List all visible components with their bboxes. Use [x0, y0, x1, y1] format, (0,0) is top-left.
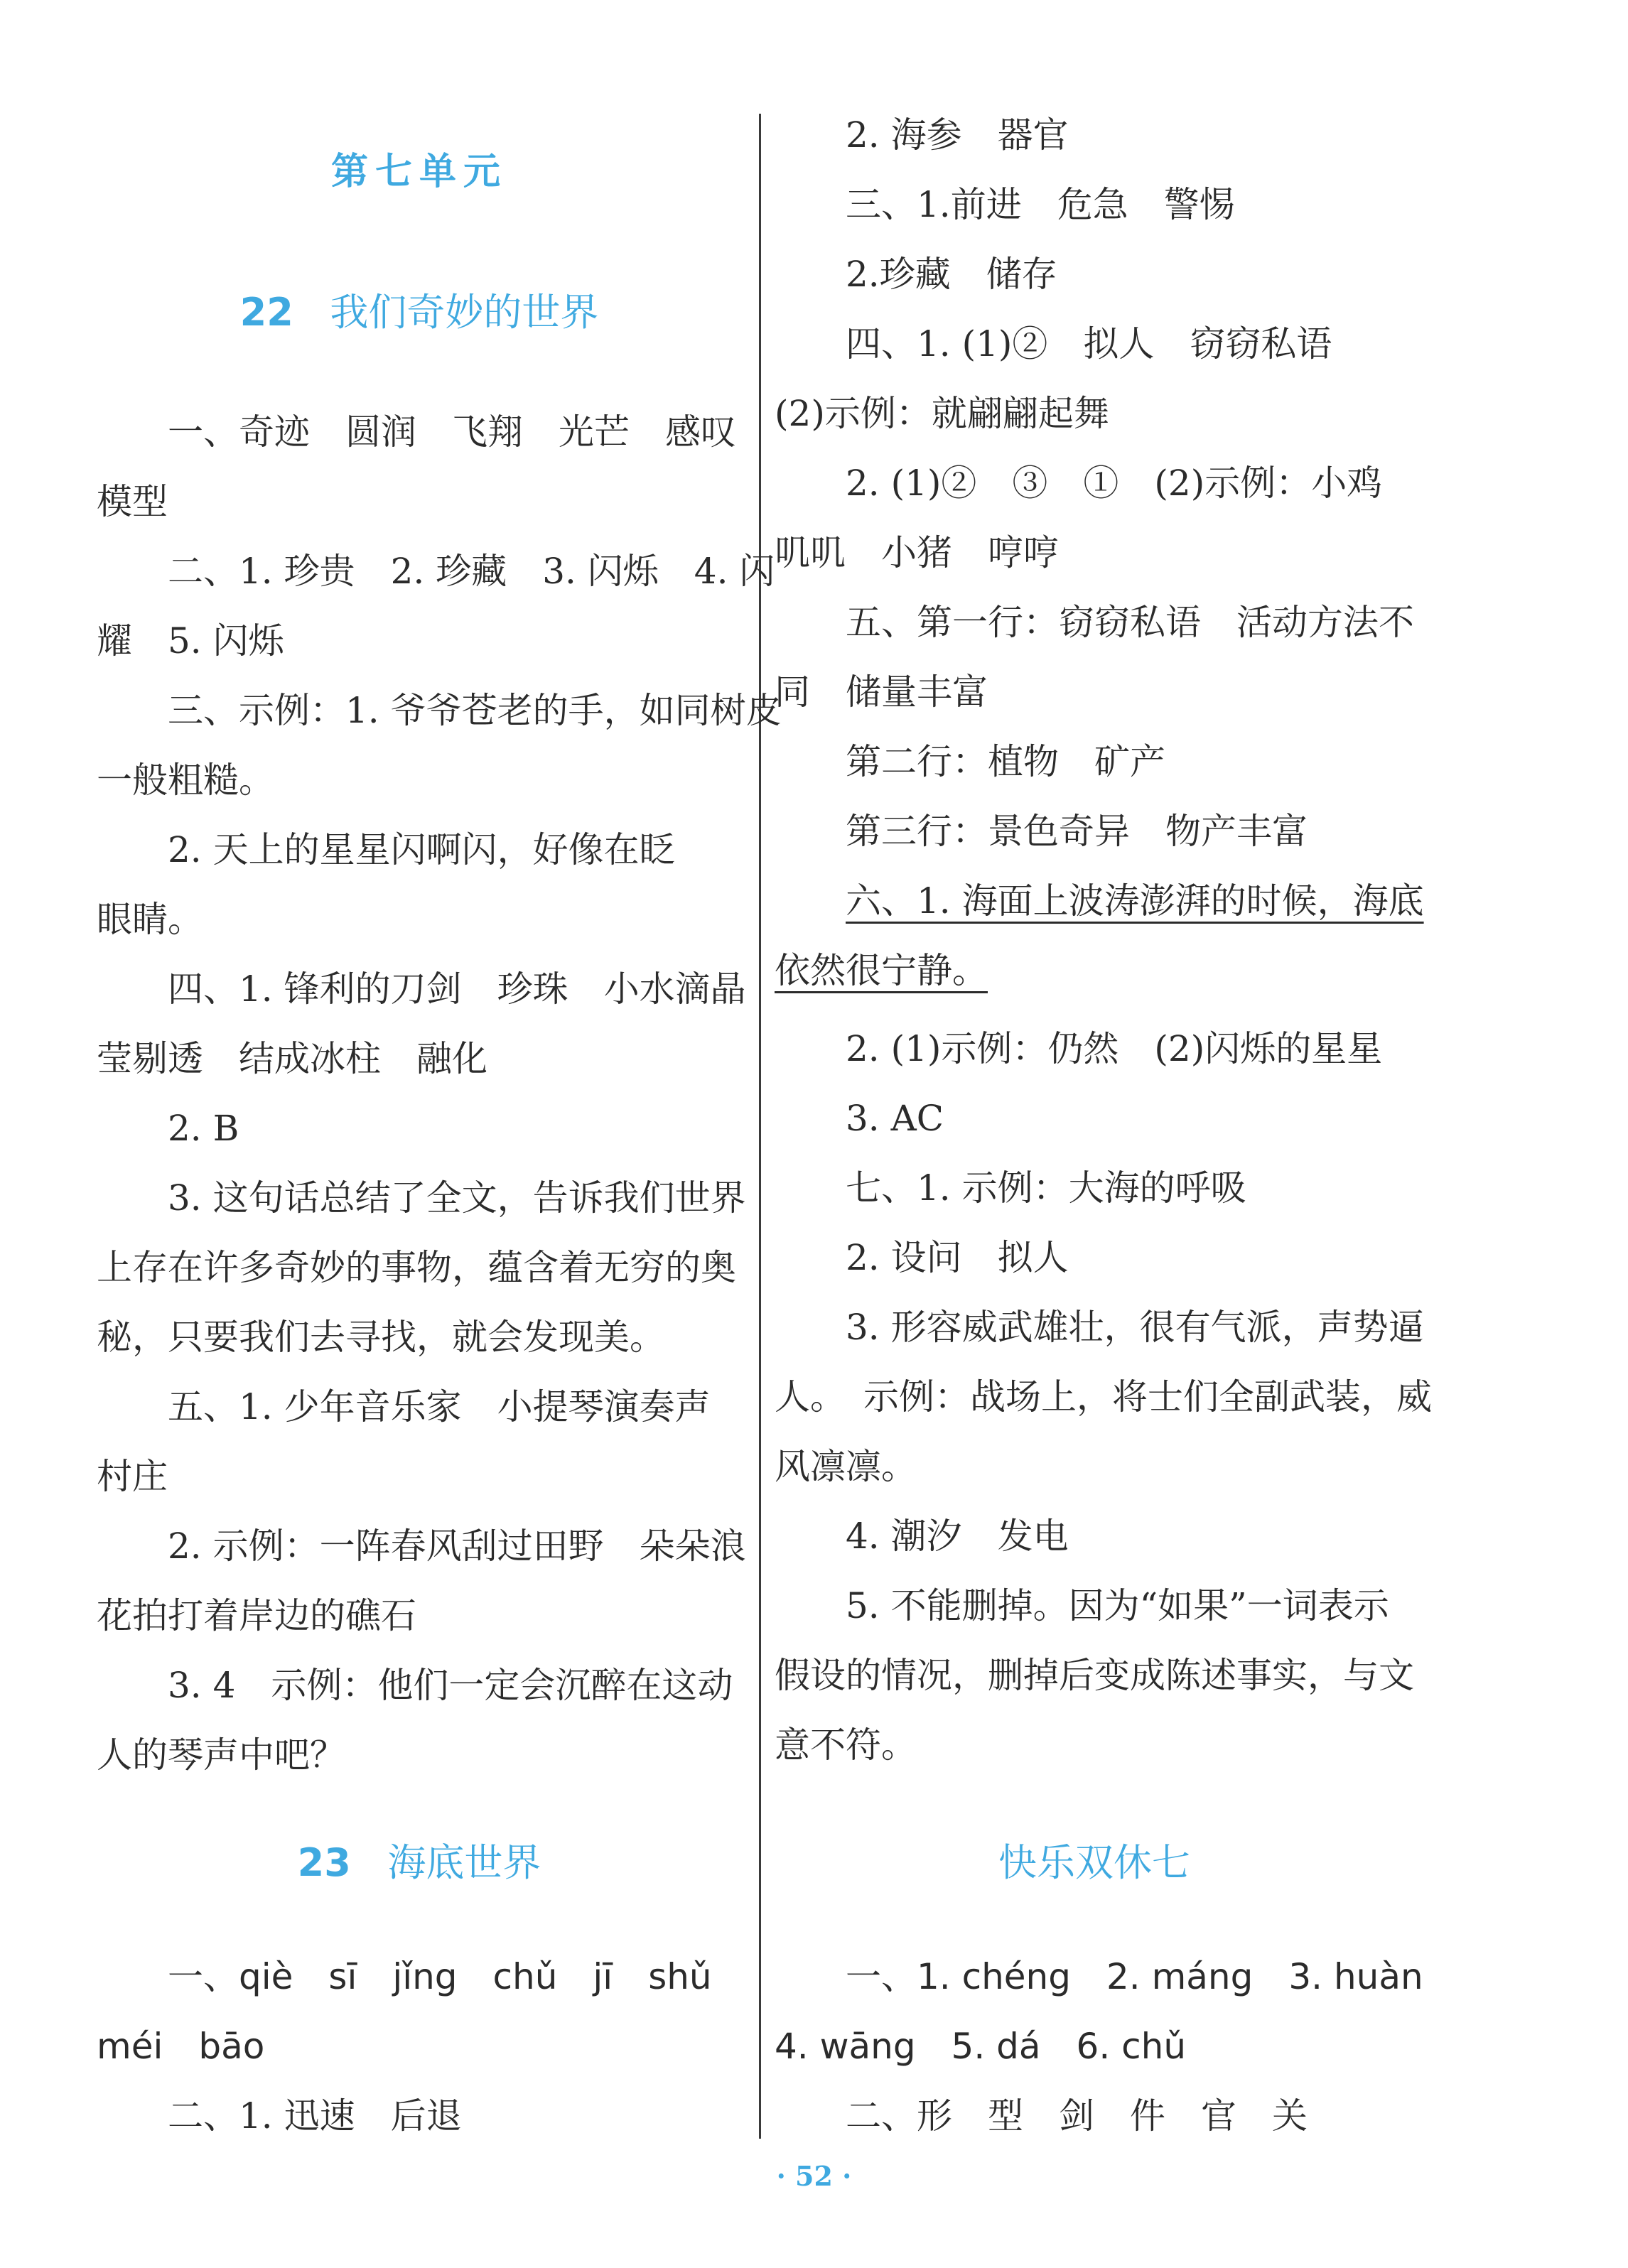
answer-line: 五、第一行：窃窃私语 活动方法不	[846, 602, 1414, 643]
lesson-23-title: 海底世界	[387, 1840, 541, 1885]
answer-line: 莹剔透 结成冰柱 融化	[97, 1038, 487, 1079]
answer-line: 眼睛。	[97, 899, 203, 940]
answer-line: 意不符。	[775, 1724, 917, 1766]
answer-line: 三、示例：1. 爷爷苍老的手，如同树皮	[168, 690, 782, 731]
answer-line: 3. 形容威武雄壮，很有气派，声势逼	[846, 1307, 1424, 1348]
answer-line: 秘，只要我们去寻找，就会发现美。	[97, 1317, 665, 1358]
answer-line: 3. AC	[846, 1098, 944, 1139]
answer-line: 2. B	[168, 1108, 239, 1149]
answer-line: 三、1.前进 危急 警惕	[846, 184, 1235, 225]
answer-line: 叽叽 小猪 哼哼	[775, 532, 1059, 573]
answer-line: 耀 5. 闪烁	[97, 620, 284, 662]
answer-line: 2. 海参 器官	[846, 114, 1069, 156]
answer-line: 2. 设问 拟人	[846, 1237, 1069, 1278]
answer-line: 人。 示例：战场上，将士们全副武装，威	[775, 1376, 1432, 1418]
answer-line: (2)示例：就翩翩起舞	[775, 393, 1109, 434]
answer-line: 花拍打着岸边的礁石	[97, 1595, 416, 1636]
answer-line: 2. (1)示例：仍然 (2)闪烁的星星	[846, 1028, 1383, 1069]
answer-line: 3. 4 示例：他们一定会沉醉在这动	[168, 1665, 733, 1706]
lesson-22-heading	[97, 290, 742, 335]
lesson-23-heading	[97, 1840, 742, 1886]
answer-line: 模型	[97, 481, 168, 522]
answer-line: 五、1. 少年音乐家 小提琴演奏声	[168, 1386, 711, 1427]
answer-line: 5. 不能删掉。因为“如果”一词表示	[846, 1585, 1389, 1626]
weekend-heading: 快乐双休七	[998, 1840, 1190, 1885]
answer-line: 四、1. 锋利的刀剑 珍珠 小水滴晶	[168, 968, 746, 1010]
answer-line: 一、qiè sī jǐng chǔ jī shǔ	[168, 1956, 712, 1997]
answer-line: 二、1. 迅速 后退	[168, 2095, 462, 2137]
answer-line: 2. (1)② ③ ① (2)示例：小鸡	[846, 463, 1383, 504]
underlined-answer-line: 依然很宁静。	[775, 950, 988, 991]
answer-line: 假设的情况，删掉后变成陈述事实，与文	[775, 1655, 1414, 1696]
unit-title: 第七单元	[330, 150, 507, 193]
answer-line: 4. 潮汐 发电	[846, 1516, 1069, 1557]
answer-line: 2. 天上的星星闪啊闪，好像在眨	[168, 829, 675, 870]
answer-line: 2. 示例：一阵春风刮过田野 朵朵浪	[168, 1526, 746, 1567]
answer-line: 4. wāng 5. dá 6. chǔ	[775, 2026, 1187, 2067]
answer-line: méi bāo	[97, 2026, 265, 2067]
answer-line: 四、1. (1)② 拟人 窃窃私语	[846, 323, 1332, 364]
answer-line: 二、形 型 剑 件 官 关	[846, 2095, 1308, 2137]
underlined-answer-line: 六、1. 海面上波涛澎湃的时候，海底	[846, 880, 1424, 922]
answer-line: 二、1. 珍贵 2. 珍藏 3. 闪烁 4. 闪	[168, 551, 775, 592]
answer-line: 一、奇迹 圆润 飞翔 光芒 感叹	[168, 411, 736, 453]
column-divider	[759, 114, 761, 2139]
answer-line: 村庄	[97, 1456, 168, 1497]
answer-line: 同 储量丰富	[775, 671, 988, 713]
lesson-23-number: 23	[297, 1840, 351, 1885]
lesson-22-number: 22	[239, 290, 293, 335]
answer-line: 2.珍藏 储存	[846, 254, 1057, 295]
answer-line: 第二行：植物 矿产	[846, 741, 1165, 782]
answer-line: 3. 这句话总结了全文，告诉我们世界	[168, 1177, 746, 1219]
answer-line: 上存在许多奇妙的事物，蕴含着无穷的奥	[97, 1247, 736, 1288]
answer-line: 七、1. 示例：大海的呼吸	[846, 1167, 1246, 1209]
answer-line: 风凛凛。	[775, 1446, 917, 1487]
answer-line: 第三行：景色奇异 物产丰富	[846, 811, 1308, 852]
lesson-22-title: 我们奇妙的世界	[330, 290, 599, 335]
answer-line: 一、1. chéng 2. máng 3. huàn	[846, 1956, 1423, 1997]
answer-line: 一般粗糙。	[97, 760, 274, 801]
answer-line: 人的琴声中吧？	[97, 1734, 345, 1776]
page-number: · 52 ·	[776, 2160, 852, 2192]
